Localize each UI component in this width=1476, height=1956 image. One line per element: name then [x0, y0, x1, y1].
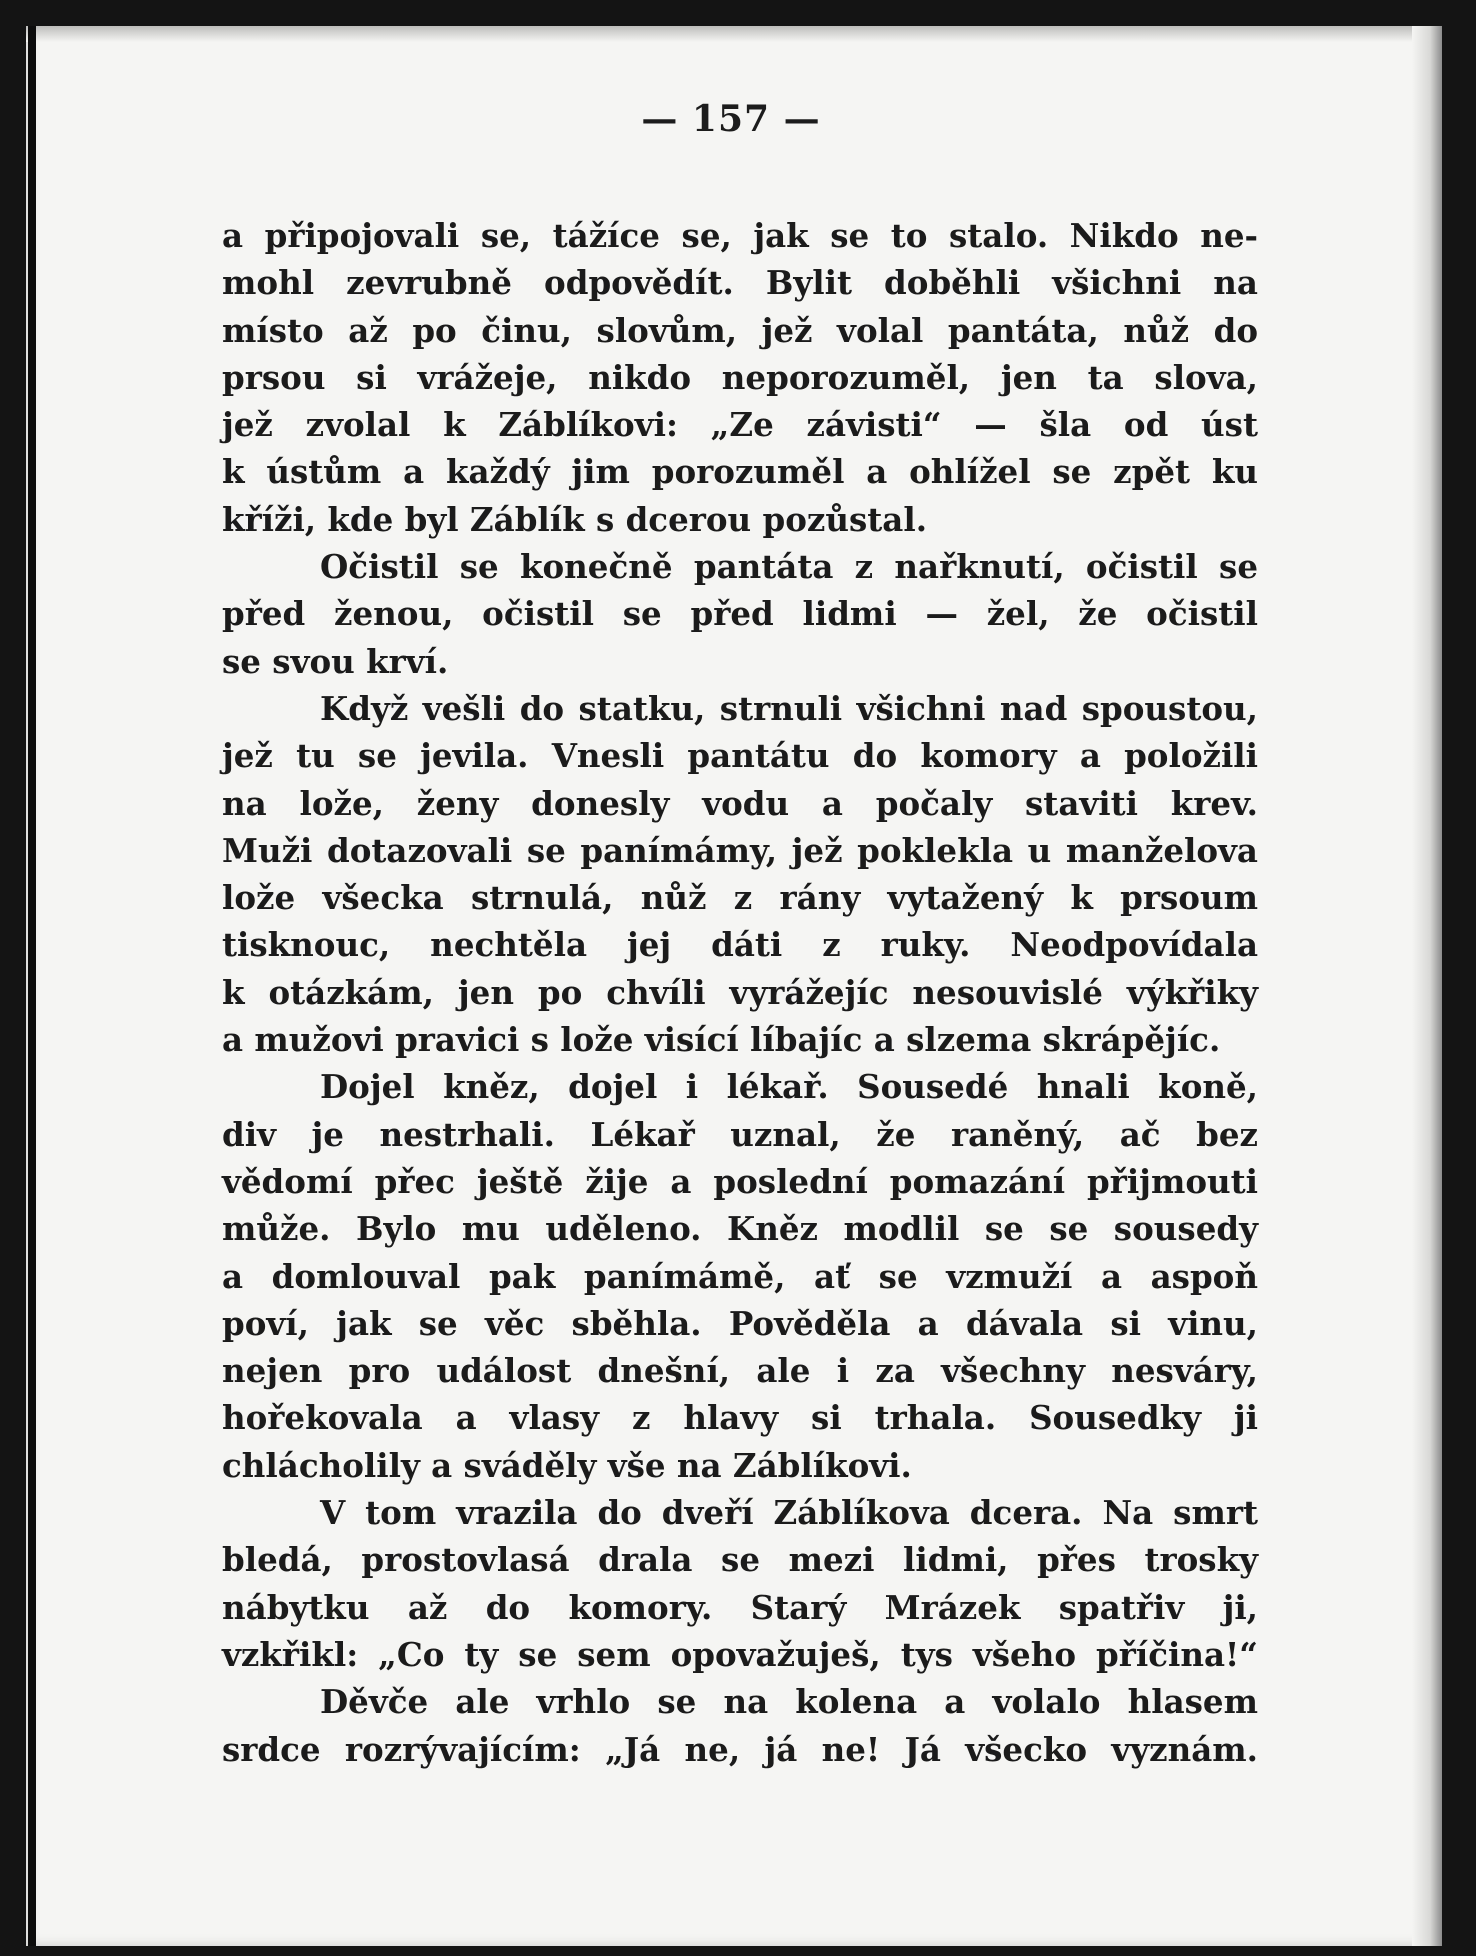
text-line: jež zvolal k Záblíkovi: „Ze závisti“ — šla od úst — [222, 405, 1258, 445]
text-line: nábytku až do komory. Starý Mrázek spatřiv ji, — [222, 1587, 1258, 1627]
text-line: Děvče ale vrhlo se na kolena a volalo hlasem — [320, 1682, 1258, 1722]
text-line: tisknouc, nechtěla jej dáti z ruky. Neodpovídala — [222, 925, 1258, 965]
text-line: k otázkám, jen po chvíli vyrážejíc nesouvislé výkřiky — [222, 972, 1258, 1012]
text-line: bledá, prostovlasá drala se mezi lidmi, přes trosky — [222, 1540, 1258, 1580]
page-number: — 157 — — [641, 98, 821, 140]
text-line: kříži, kde byl Záblík s dcerou pozůstal. — [222, 499, 928, 539]
text-line: Dojel kněz, dojel i lékař. Sousedé hnali koně, — [320, 1067, 1258, 1107]
text-line: a mužovi pravici s lože visící líbajíc a slzema skrápějíc. — [222, 1020, 1221, 1060]
text-line: prsou si vrážeje, nikdo neporozuměl, jen ta slova, — [222, 357, 1258, 397]
text-line: a domlouval pak panímámě, ať se vzmuží a aspoň — [222, 1256, 1258, 1296]
text-line: V tom vrazila do dveří Záblíkova dcera. Na smrt — [320, 1493, 1258, 1533]
text-line: div je nestrhali. Lékař uznal, že raněný, ač bez — [222, 1114, 1258, 1154]
text-line: Když vešli do statku, strnuli všichni nad spoustou, — [320, 688, 1258, 728]
text-line: hořekovala a vlasy z hlavy si trhala. Sousedky ji — [222, 1398, 1258, 1438]
text-line: před ženou, očistil se před lidmi — žel, že očistil — [222, 594, 1258, 634]
text-line: srdce rozrývajícím: „Já ne, já ne! Já všecko vyznám. — [222, 1729, 1258, 1769]
text-line: vzkřikl: „Co ty se sem opovažuješ, tys všeho příčina!“ — [222, 1634, 1258, 1674]
body-text — [222, 212, 1258, 1773]
text-line: se svou krví. — [222, 641, 449, 681]
text-line: poví, jak se věc sběhla. Pověděla a dávala si vinu, — [222, 1303, 1258, 1343]
text-line: k ústům a každý jim porozuměl a ohlížel se zpět ku — [222, 452, 1258, 492]
text-line: na lože, ženy donesly vodu a počaly staviti krev. — [222, 783, 1258, 823]
text-line: Očistil se konečně pantáta z nařknutí, očistil se — [320, 547, 1258, 587]
binding-shadow — [28, 26, 36, 1946]
text-line: nejen pro událost dnešní, ale i za všechny nesváry, — [222, 1351, 1258, 1391]
text-line: může. Bylo mu uděleno. Kněz modlil se se sousedy — [222, 1209, 1258, 1249]
text-line: chlácholily a sváděly vše na Záblíkovi. — [222, 1445, 912, 1485]
text-line: jež tu se jevila. Vnesli pantátu do komory a položili — [222, 736, 1258, 776]
page-top-edge — [26, 26, 1442, 42]
text-line: vědomí přec ještě žije a poslední pomazání přijmouti — [222, 1161, 1258, 1201]
text-line: Muži dotazovali se panímámy, jež poklekla u manželova — [222, 830, 1258, 870]
text-line: mohl zevrubně odpovědít. Bylit doběhli všichni na — [222, 263, 1258, 303]
page-right-edge — [1412, 26, 1442, 1946]
text-line: lože všecka strnulá, nůž z rány vytažený k prsoum — [222, 878, 1258, 918]
text-line: místo až po činu, slovům, jež volal pantáta, nůž do — [222, 310, 1258, 350]
text-line: a připojovali se, tážíce se, jak se to stalo. Nikdo ne- — [222, 216, 1258, 255]
